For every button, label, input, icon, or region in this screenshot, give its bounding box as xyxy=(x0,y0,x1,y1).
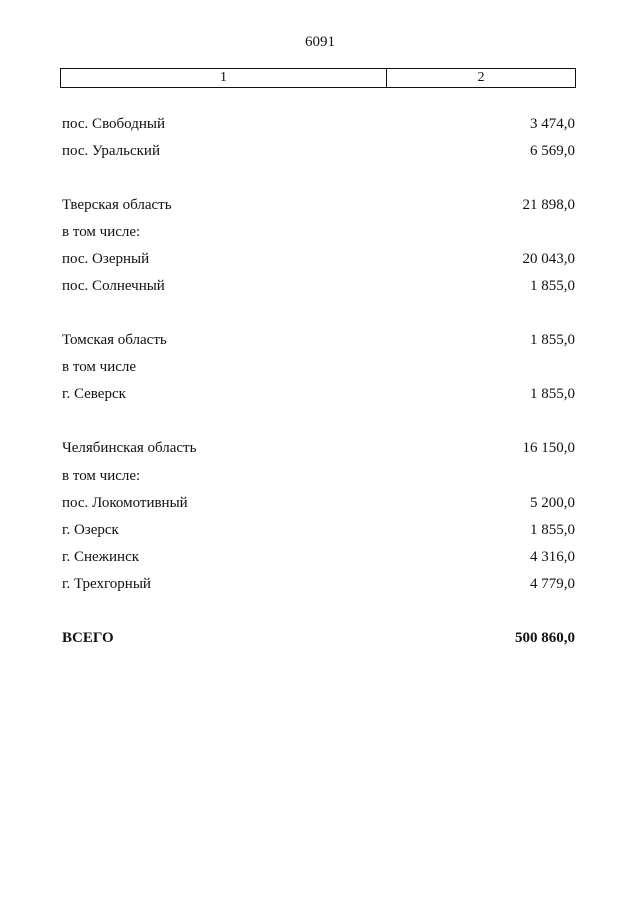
row-label: г. Снежинск xyxy=(62,549,140,565)
total-row xyxy=(62,627,575,649)
row-label: пос. Уральский xyxy=(62,143,160,159)
row-value: 1 855,0 xyxy=(530,522,575,538)
table-row xyxy=(62,465,575,487)
table-row xyxy=(62,329,575,351)
table-row xyxy=(62,437,575,459)
row-label: в том числе xyxy=(62,359,137,375)
header-cell-1: 1 xyxy=(61,69,387,87)
table-row xyxy=(62,194,575,216)
row-label: пос. Солнечный xyxy=(62,278,165,294)
total-label: ВСЕГО xyxy=(62,630,114,646)
row-value: 1 855,0 xyxy=(530,386,575,402)
row-value: 20 043,0 xyxy=(522,251,575,267)
row-value: 4 779,0 xyxy=(530,576,575,592)
row-label: Томская область xyxy=(62,332,167,348)
row-value: 6 569,0 xyxy=(530,143,575,159)
table-row xyxy=(62,573,575,595)
table-row xyxy=(62,113,575,135)
row-value: 1 855,0 xyxy=(530,332,575,348)
row-label: пос. Озерный xyxy=(62,251,150,267)
table-row xyxy=(62,248,575,270)
row-label: пос. Локомотивный xyxy=(62,495,188,511)
table-row xyxy=(62,221,575,243)
row-value: 21 898,0 xyxy=(522,197,575,213)
row-label: Челябинская область xyxy=(62,440,197,456)
table-row xyxy=(62,140,575,162)
total-value: 500 860,0 xyxy=(515,630,575,646)
table-row xyxy=(62,383,575,405)
row-label: пос. Свободный xyxy=(62,116,166,132)
table-row xyxy=(62,275,575,297)
row-label: г. Озерск xyxy=(62,522,119,538)
row-value: 5 200,0 xyxy=(530,495,575,511)
row-value: 16 150,0 xyxy=(522,440,575,456)
row-value: 1 855,0 xyxy=(530,278,575,294)
row-label: г. Северск xyxy=(62,386,126,402)
table-row xyxy=(62,546,575,568)
page-number: 6091 xyxy=(305,34,335,50)
row-label: в том числе: xyxy=(62,224,141,240)
row-label: г. Трехгорный xyxy=(62,576,151,592)
header-cell-2: 2 xyxy=(477,70,485,85)
table-row xyxy=(62,492,575,514)
row-label: Тверская область xyxy=(62,197,172,213)
row-label: в том числе: xyxy=(62,468,141,484)
row-value: 3 474,0 xyxy=(530,116,575,132)
table-row xyxy=(62,519,575,541)
row-value: 4 316,0 xyxy=(530,549,575,565)
table-row xyxy=(62,356,575,378)
